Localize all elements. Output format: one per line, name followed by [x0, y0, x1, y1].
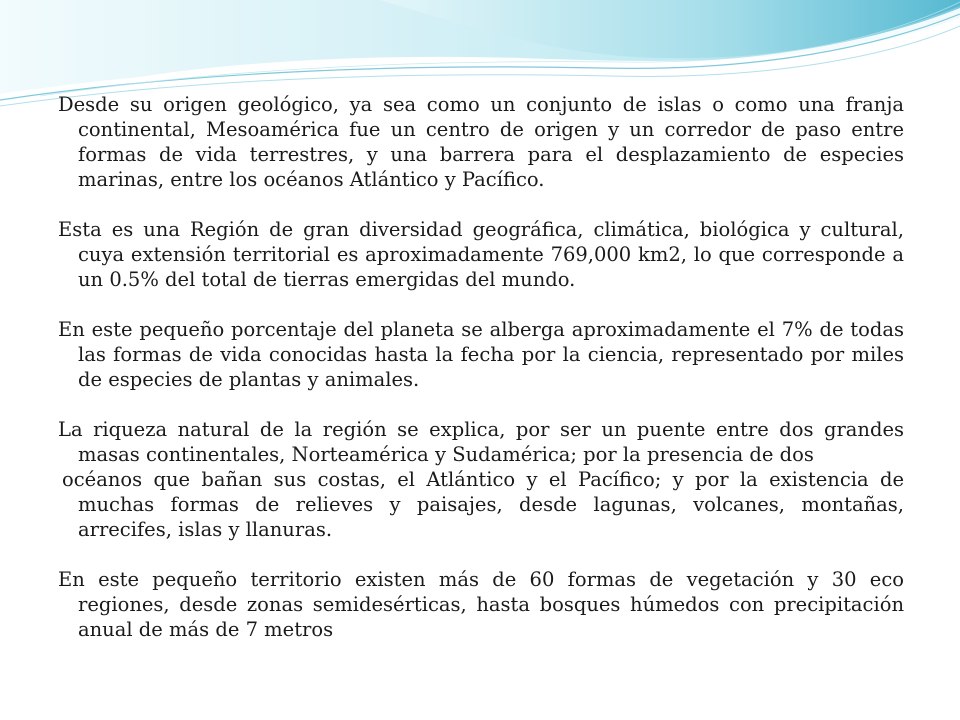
paragraph-vegetation: En este pequeño territorio existen más de 60 formas de vegetación y 30 eco regiones, desde zonas semidesérticas, hasta bosques húmedos con precipitación anual de más de 7 metros — [58, 568, 904, 641]
paragraph-richness: La riqueza natural de la región se explica, por ser un puente entre dos grandes masas continentales, Norteamérica y Sudamérica; por la presencia de dos — [58, 418, 904, 466]
paragraph-percentage: En este pequeño porcentaje del planeta se alberga aproximadamente el 7% de todas las formas de vida conocidas hasta la fecha por la ciencia, representado por miles de especies de plantas y animales. — [58, 318, 904, 391]
paragraph-diversity: Esta es una Región de gran diversidad geográfica, climática, biológica y cultural, cuya extensión territorial es aproximadamente 769,000 km2, lo que corresponde a un 0.5% del total de tierras emergidas del mundo. — [58, 218, 904, 291]
paragraph-oceans: océanos que bañan sus costas, el Atlántico y el Pacífico; y por la existencia de muchas formas de relieves y paisajes, desde lagunas, volcanes, montañas, arrecifes, islas y llanuras. — [62, 468, 904, 541]
paragraph-origin: Desde su origen geológico, ya sea como un conjunto de islas o como una franja continental, Mesoamérica fue un centro de origen y un corredor de paso entre formas de vida terrestres, y una barrera para el desplazamiento de especies marinas, entre los océanos Atlántico y Pacífico. — [58, 93, 904, 191]
text-body — [58, 92, 904, 642]
